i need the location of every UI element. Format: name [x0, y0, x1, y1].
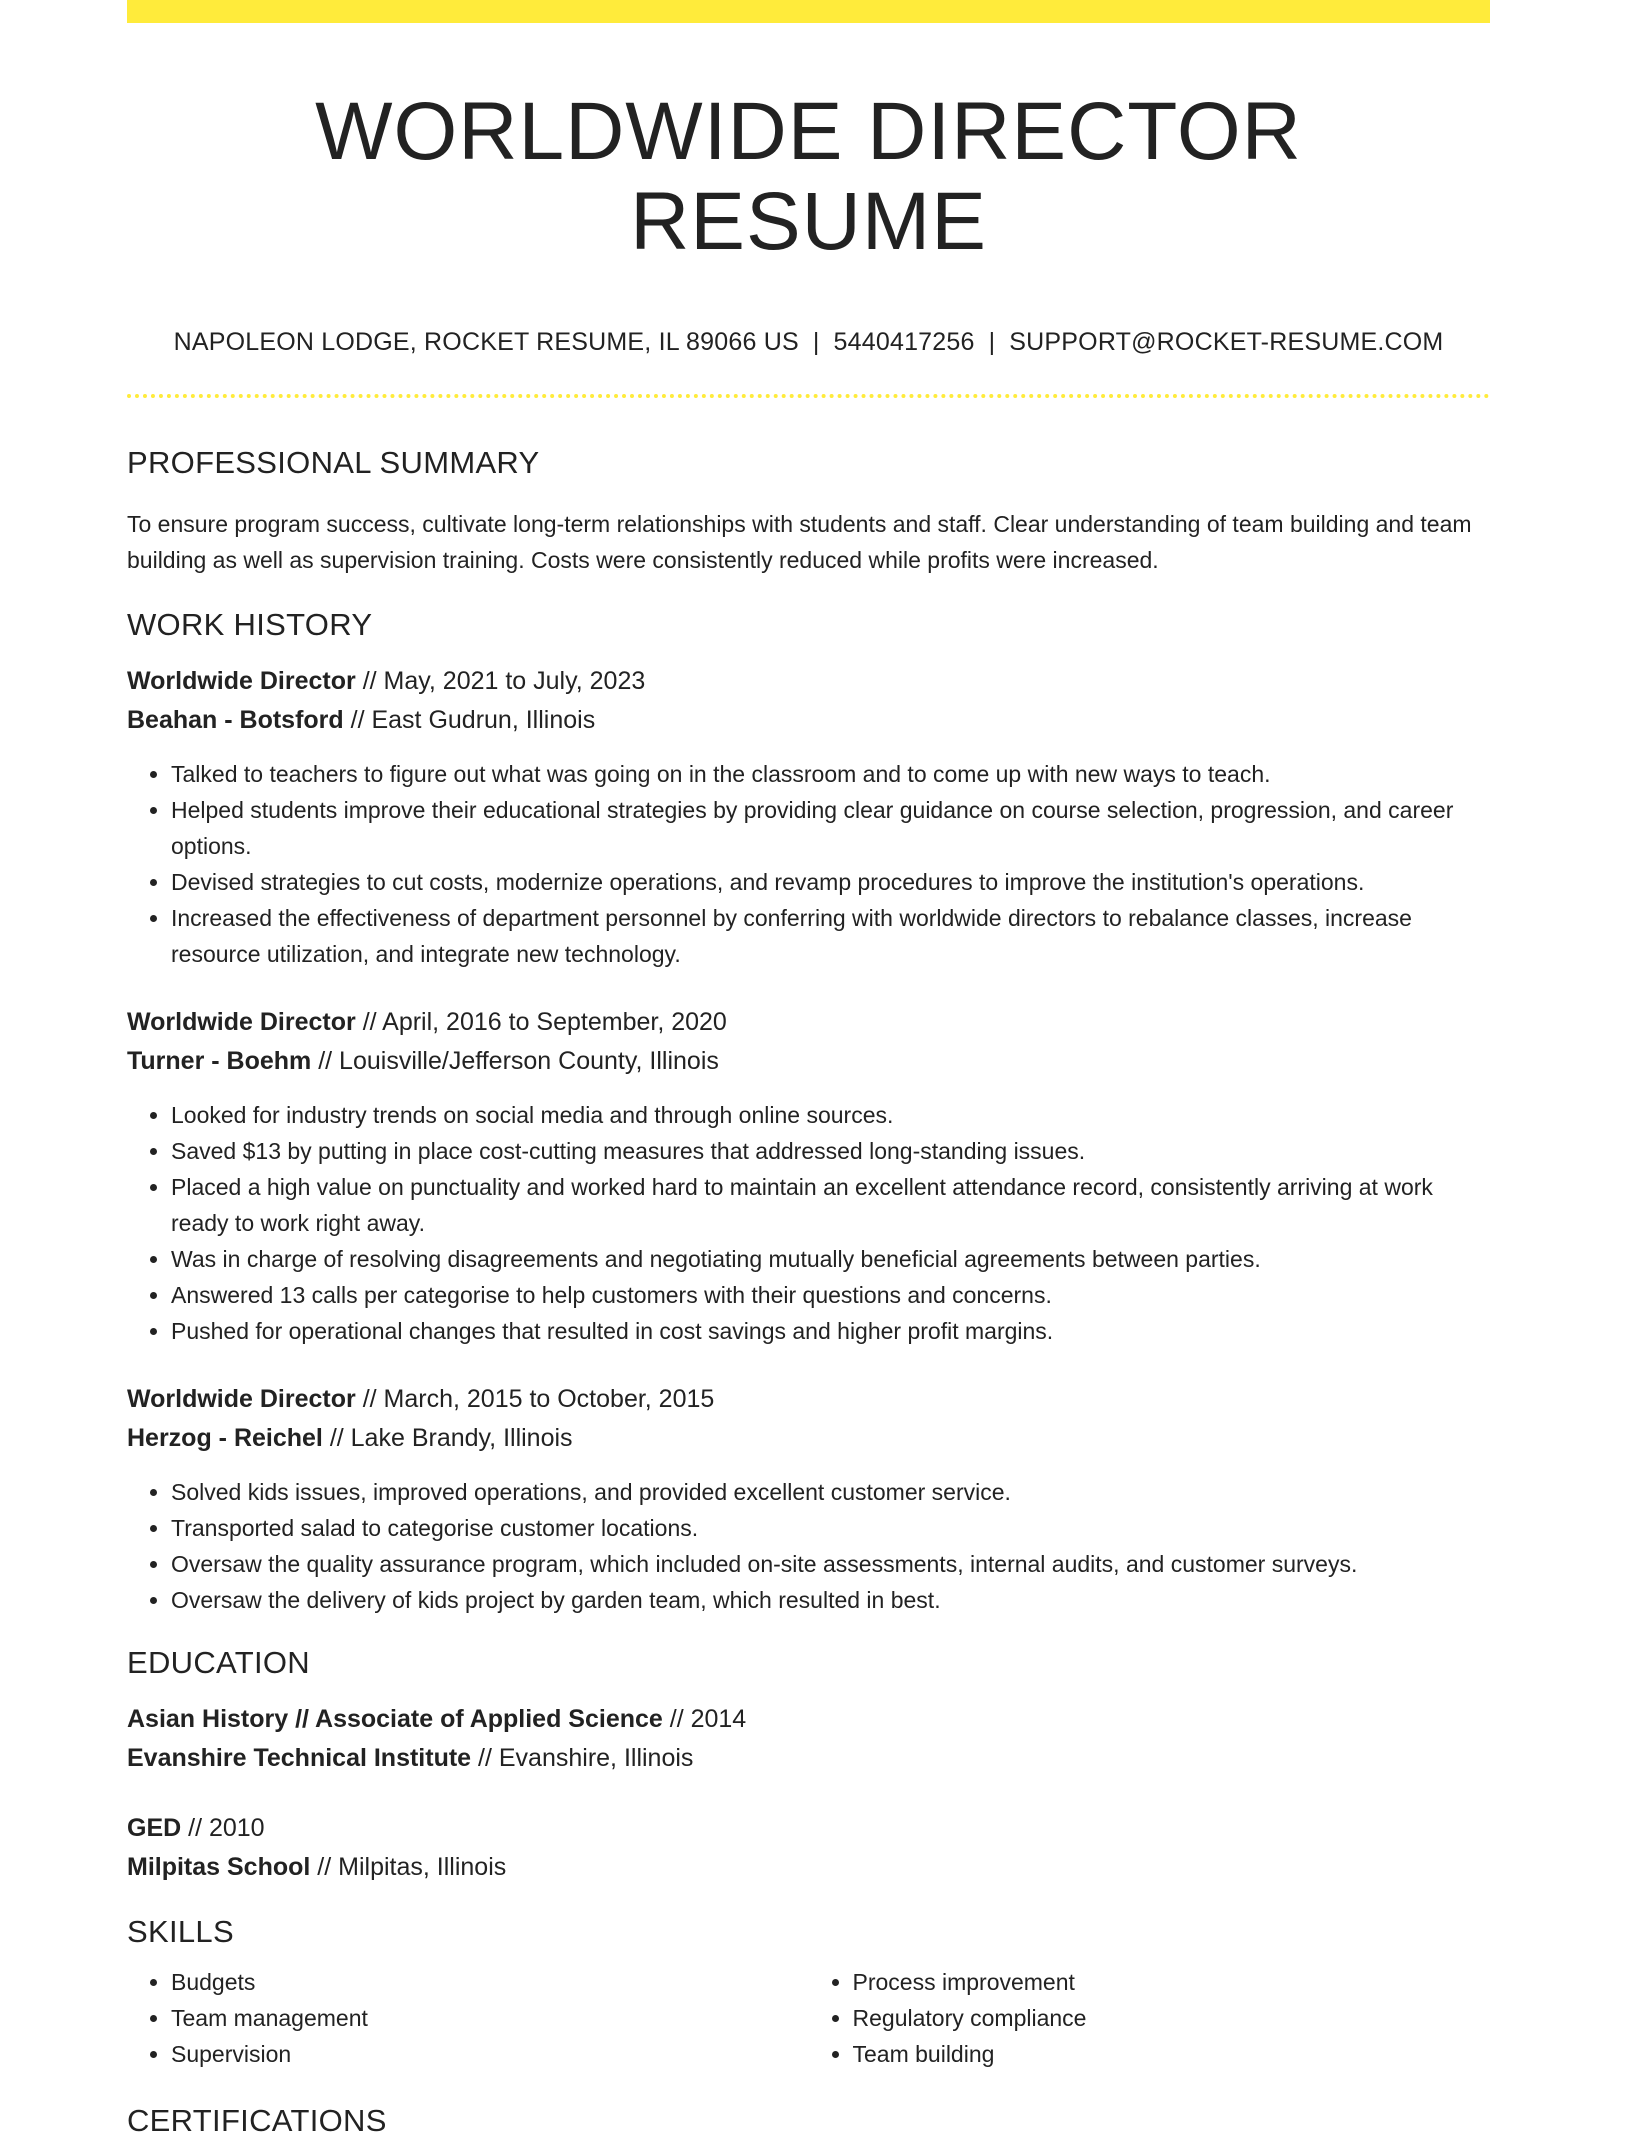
list-item: • Team management: [171, 2000, 809, 2036]
job-entry: [127, 662, 1490, 972]
education-degree: GED: [127, 1813, 182, 1842]
list-item: • Transported salad to categorise customer locations.: [171, 1510, 1490, 1546]
education-school: Milpitas School: [127, 1852, 311, 1881]
job-dates: // April, 2016 to September, 2020: [355, 1007, 727, 1036]
education-entry: [127, 1700, 1490, 1778]
contact-separator: |: [812, 328, 820, 357]
skills-list: [127, 1964, 1490, 2072]
job-title: Worldwide Director: [127, 666, 356, 695]
list-item: • Talked to teachers to figure out what was going on in the classroom and to come up with new ways to teach.: [171, 756, 1490, 792]
section-title-summary: PROFESSIONAL SUMMARY: [127, 445, 540, 481]
list-item: • Looked for industry trends on social media and through online sources.: [171, 1097, 1490, 1133]
job-company-line: [127, 1042, 1490, 1081]
list-item: • Placed a high value on punctuality and worked hard to maintain an excellent attendance record, consistently arriving at work ready to work right away.: [171, 1169, 1490, 1241]
education-year: // 2014: [662, 1704, 747, 1733]
list-item: • Increased the effectiveness of department personnel by conferring with worldwide directors to rebalance classes, increase resource utilization, and integrate new technology.: [171, 900, 1490, 972]
section-title-skills: SKILLS: [127, 1913, 234, 1949]
list-item: • Was in charge of resolving disagreements and negotiating mutually beneficial agreements between parties.: [171, 1241, 1490, 1277]
resume-title: WORLDWIDE DIRECTOR RESUME: [315, 86, 1302, 268]
education-year: // 2010: [181, 1813, 265, 1842]
list-item: • Devised strategies to cut costs, modernize operations, and revamp procedures to improve the institution's operations.: [171, 864, 1490, 900]
contact-address: NAPOLEON LODGE, ROCKET RESUME, IL 89066 US: [173, 328, 799, 357]
dotted-divider: [127, 394, 1490, 398]
skills-column-left: [127, 1964, 809, 2072]
section-title-certifications: CERTIFICATIONS: [127, 2103, 387, 2139]
job-company-line: [127, 1419, 1490, 1458]
job-location: // East Gudrun, Illinois: [343, 705, 596, 734]
job-location: // Lake Brandy, Illinois: [322, 1423, 573, 1452]
list-item: • Helped students improve their educational strategies by providing clear guidance on course selection, progression, and career options.: [171, 792, 1490, 864]
list-item: • Process improvement: [853, 1964, 1491, 2000]
list-item: • Budgets: [171, 1964, 809, 2000]
job-location: // Louisville/Jefferson County, Illinois: [311, 1046, 719, 1075]
list-item: • Answered 13 calls per categorise to help customers with their questions and concerns.: [171, 1277, 1490, 1313]
job-bullets: [127, 756, 1490, 972]
contact-line: [127, 327, 1490, 357]
education-entry: [127, 1809, 1490, 1887]
contact-separator: |: [988, 328, 996, 357]
list-item: • Pushed for operational changes that resulted in cost savings and higher profit margins.: [171, 1313, 1490, 1349]
list-item: • Supervision: [171, 2036, 809, 2072]
education-degree-line: [127, 1809, 1490, 1848]
job-entry: [127, 1003, 1490, 1349]
list-item: • Oversaw the delivery of kids project by garden team, which resulted in best.: [171, 1582, 1490, 1618]
education-degree-line: [127, 1700, 1490, 1739]
job-bullets: [127, 1474, 1490, 1618]
top-accent-bar: [127, 0, 1490, 23]
job-dates: // March, 2015 to October, 2015: [355, 1384, 715, 1413]
list-item: • Solved kids issues, improved operations, and provided excellent customer service.: [171, 1474, 1490, 1510]
contact-email: SUPPORT@ROCKET-RESUME.COM: [1009, 328, 1444, 357]
job-title-line: [127, 1380, 1490, 1419]
job-entry: [127, 1380, 1490, 1618]
job-dates: // May, 2021 to July, 2023: [355, 666, 646, 695]
list-item: • Team building: [853, 2036, 1491, 2072]
job-title: Worldwide Director: [127, 1007, 356, 1036]
skills-column-right: [809, 1964, 1491, 2072]
job-title: Worldwide Director: [127, 1384, 356, 1413]
section-title-work-history: WORK HISTORY: [127, 606, 373, 642]
education-school: Evanshire Technical Institute: [127, 1743, 472, 1772]
education-school-line: [127, 1848, 1490, 1887]
list-item: • Oversaw the quality assurance program, which included on-site assessments, internal audits, and customer surveys.: [171, 1546, 1490, 1582]
education-degree: Asian History // Associate of Applied Science: [127, 1704, 663, 1733]
list-item: • Regulatory compliance: [853, 2000, 1491, 2036]
education-school-line: [127, 1739, 1490, 1778]
list-item: • Saved $13 by putting in place cost-cutting measures that addressed long-standing issues.: [171, 1133, 1490, 1169]
education-location: // Milpitas, Illinois: [310, 1852, 507, 1881]
job-bullets: [127, 1097, 1490, 1349]
section-title-education: EDUCATION: [127, 1644, 310, 1680]
job-company-line: [127, 701, 1490, 740]
contact-phone: 5440417256: [833, 328, 975, 357]
job-title-line: [127, 662, 1490, 701]
job-company: Turner - Boehm: [127, 1046, 312, 1075]
job-title-line: [127, 1003, 1490, 1042]
job-company: Beahan - Botsford: [127, 705, 344, 734]
education-location: // Evanshire, Illinois: [471, 1743, 694, 1772]
resume-page: [127, 0, 1490, 2139]
summary-text: To ensure program success, cultivate long-term relationships with students and staff. Clear understanding of team building and team building as well as supervision training. Costs were consistently reduced while profits were increased.: [127, 510, 1472, 573]
job-company: Herzog - Reichel: [127, 1423, 323, 1452]
